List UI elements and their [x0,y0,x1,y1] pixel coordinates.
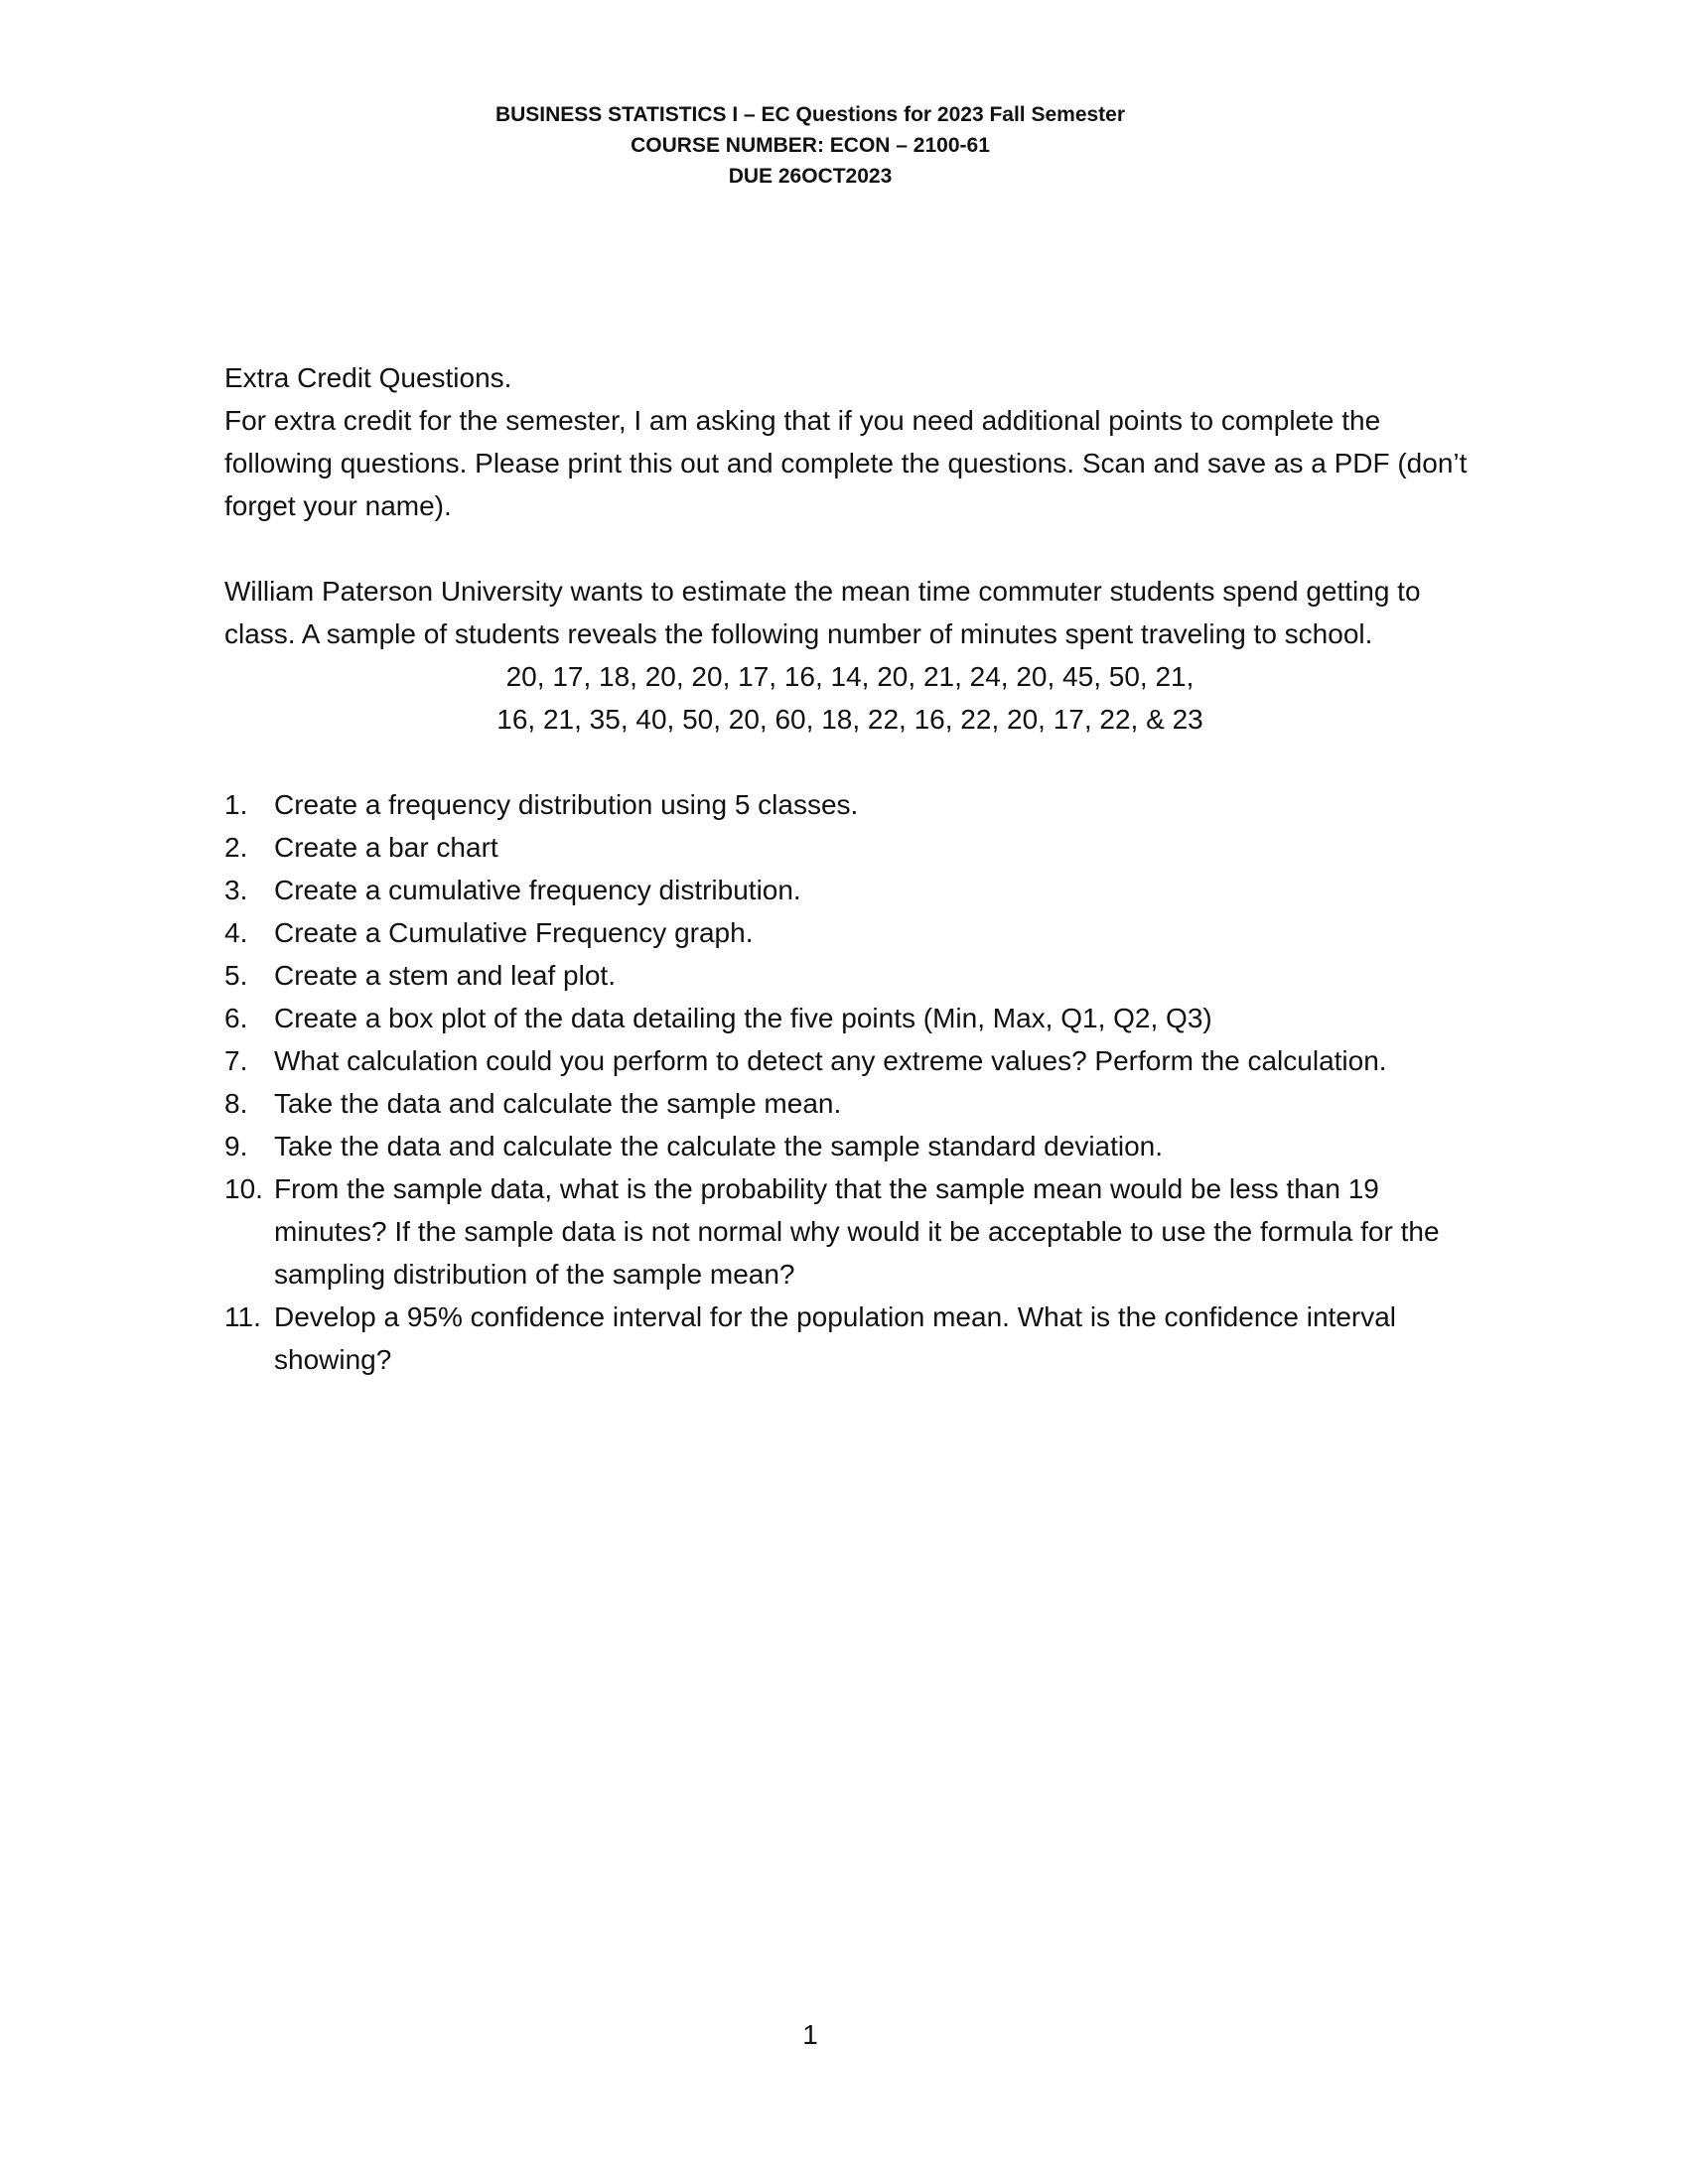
intro-section [224,356,1476,527]
question-item [224,997,1476,1039]
question-number: 8. [224,1088,248,1119]
intro-paragraph: For extra credit for the semester, I am asking that if you need additional points to complete the following questions. Please print this out and complete the questions. Scan and save as a PDF (don’t forget your name). [224,405,1468,521]
sample-data-line-1: 20, 17, 18, 20, 20, 17, 16, 14, 20, 21, 24, 20, 45, 50, 21, [505,661,1195,692]
question-text: Develop a 95% confidence interval for the population mean. What is the confidence interval showing? [274,1301,1397,1375]
question-number: 4. [224,917,248,948]
question-item [224,1039,1476,1082]
question-number: 6. [224,1003,248,1033]
question-text: From the sample data, what is the probability that the sample mean would be less than 19 minutes? If the sample data is not normal why would it be acceptable to use the formula for the sampling distribution of the sample mean? [274,1173,1440,1290]
question-item [224,826,1476,869]
problem-paragraph: William Paterson University wants to estimate the mean time commuter students spend getting to class. A sample of students reveals the following number of minutes spent traveling to school. [224,576,1421,649]
question-number: 9. [224,1131,248,1161]
sample-data [224,655,1476,741]
question-item [224,911,1476,954]
question-number: 3. [224,875,248,905]
question-item [224,869,1476,911]
question-item [224,1125,1476,1167]
question-number: 2. [224,832,248,863]
page-number: 1 [802,2019,818,2050]
header-course-title: BUSINESS STATISTICS I – EC Questions for 2023 Fall Semester [494,103,1126,126]
question-number: 10. [224,1173,263,1204]
problem-section [224,570,1476,655]
intro-title: Extra Credit Questions. [224,362,512,393]
question-text: Take the data and calculate the sample mean. [274,1088,842,1119]
question-number: 1. [224,789,248,820]
question-item [224,783,1476,826]
header-due-date: DUE 26OCT2023 [728,165,893,188]
header-course-number: COURSE NUMBER: ECON – 2100-61 [631,134,990,157]
question-text: Take the data and calculate the calculate the sample standard deviation. [274,1131,1164,1161]
question-text: Create a stem and leaf plot. [274,960,616,991]
question-item [224,954,1476,997]
document-header [0,99,1620,192]
question-text: What calculation could you perform to detect any extreme values? Perform the calculation. [274,1045,1387,1076]
question-number: 5. [224,960,248,991]
question-text: Create a cumulative frequency distribution. [274,875,801,905]
question-item [224,1167,1476,1296]
question-number: 11. [224,1301,261,1332]
question-number: 7. [224,1045,248,1076]
question-item [224,1296,1476,1381]
questions-list [224,783,1476,1381]
question-item [224,1082,1476,1125]
question-text: Create a frequency distribution using 5 classes. [274,789,859,820]
question-text: Create a bar chart [274,832,498,863]
question-text: Create a Cumulative Frequency graph. [274,917,754,948]
sample-data-line-2: 16, 21, 35, 40, 50, 20, 60, 18, 22, 16, 22, 20, 17, 22, & 23 [496,704,1203,735]
question-text: Create a box plot of the data detailing the five points (Min, Max, Q1, Q2, Q3) [274,1003,1212,1033]
